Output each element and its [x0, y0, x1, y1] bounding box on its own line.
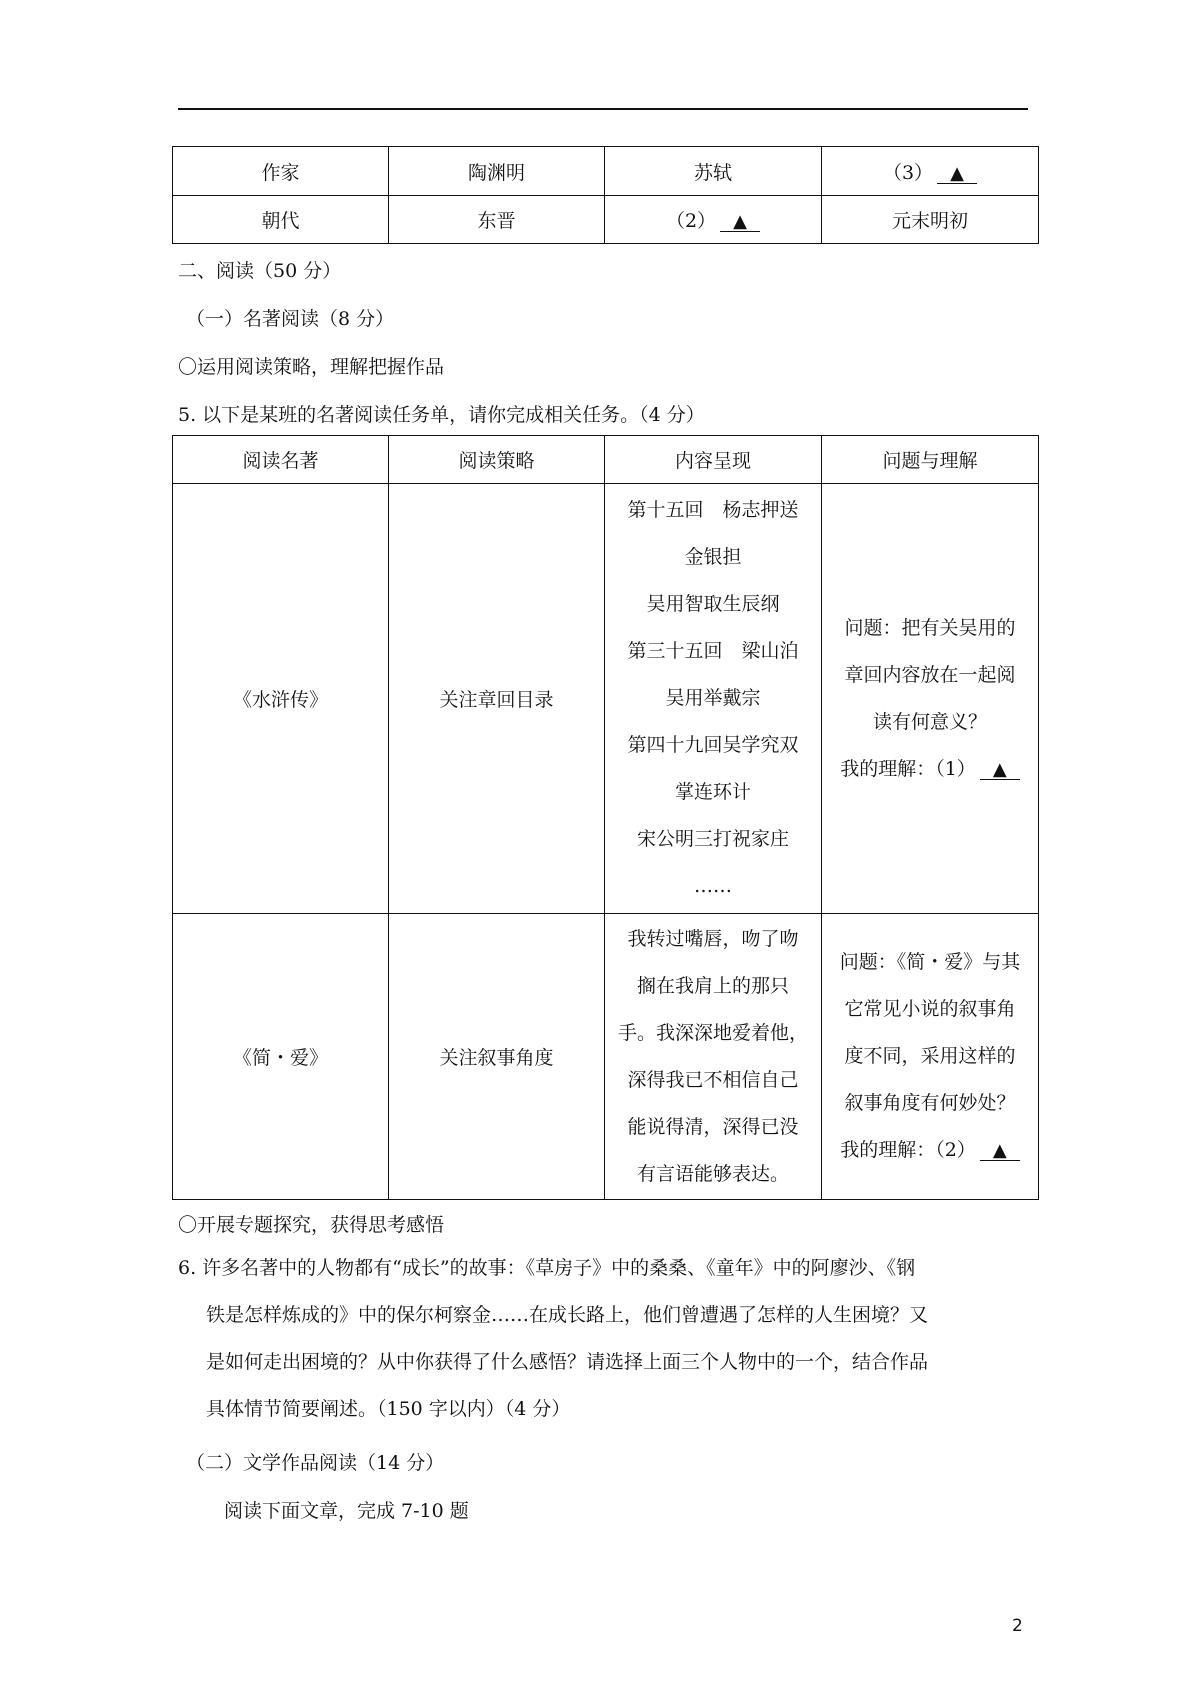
content-line: 吴用智取生辰纲 [646, 593, 780, 615]
header-rule [178, 108, 1028, 110]
table-row [173, 147, 1039, 196]
book-title: 《简・爱》 [173, 914, 389, 1200]
section-title: 二、阅读（50 分） [178, 260, 342, 282]
subsection-title: （一）名著阅读（8 分） [186, 308, 395, 330]
answer-blank[interactable] [720, 212, 760, 232]
table-cell: 陶渊明 [389, 147, 605, 196]
content-line: 金银担 [684, 546, 742, 568]
content-line: 有言语能够表达。 [636, 1162, 789, 1185]
question-line: 叙事角度有何妙处？ [844, 1092, 1016, 1114]
content-line: 宋公明三打祝家庄 [636, 828, 789, 850]
content-line: …… [694, 875, 732, 897]
question-line: 它常见小说的叙事角 [844, 998, 1016, 1020]
content-line: 第十五回 杨志押送 [627, 499, 799, 521]
answer-line [832, 746, 1028, 793]
question-6-line: 具体情节简要阐述。（150 字以内）（4 分） [206, 1398, 571, 1420]
triangle-icon: ▲ [733, 211, 747, 232]
question-6-line: 是如何走出困境的？从中你获得了什么感悟？请选择上面三个人物中的一个，结合作品 [206, 1351, 929, 1373]
column-header: 内容呈现 [605, 436, 822, 484]
reading-task-table [172, 435, 1039, 1200]
content-cell [605, 914, 822, 1200]
author-dynasty-table [172, 146, 1039, 244]
column-header: 阅读策略 [389, 436, 605, 484]
column-header: 阅读名著 [173, 436, 389, 484]
question-line: 章回内容放在一起阅 [844, 663, 1016, 686]
table-cell: 苏轼 [605, 147, 822, 196]
blank-label: （3） [882, 161, 934, 184]
question-cell [822, 484, 1039, 914]
answer-blank[interactable] [980, 1141, 1020, 1161]
table-cell: 元末明初 [822, 196, 1039, 244]
table-header-row [173, 436, 1039, 484]
reading-strategy: 关注叙事角度 [389, 914, 605, 1200]
blank-label: （2） [665, 210, 717, 232]
content-line: 深得我已不相信自己 [627, 1068, 799, 1091]
table-row [173, 484, 1039, 914]
answer-label: 我的理解：（1） [840, 757, 976, 780]
strategy-heading: 〇运用阅读策略，理解把握作品 [178, 356, 445, 378]
column-header: 问题与理解 [822, 436, 1039, 484]
table-cell-blank [605, 196, 822, 244]
answer-blank[interactable] [937, 164, 977, 184]
reading-strategy: 关注章回目录 [389, 484, 605, 914]
content-line: 搁在我肩上的那只 [636, 974, 789, 997]
question-line: 度不同，采用这样的 [844, 1045, 1016, 1067]
content-cell [605, 484, 822, 914]
triangle-icon: ▲ [992, 1140, 1007, 1161]
question-6-line: 铁是怎样炼成的》中的保尔柯察金……在成长路上，他们曾遭遇了怎样的人生困境？又 [206, 1304, 929, 1326]
triangle-icon: ▲ [992, 758, 1007, 780]
answer-blank[interactable] [980, 760, 1020, 780]
question-cell [822, 914, 1039, 1200]
instruction-text: 阅读下面文章，完成 7-10 题 [224, 1500, 469, 1522]
content-line: 能说得清，深得已没 [627, 1115, 799, 1138]
table-cell: 朝代 [173, 196, 389, 244]
question-5: 5. 以下是某班的名著阅读任务单，请你完成相关任务。（4 分） [178, 404, 705, 426]
answer-line [832, 1127, 1028, 1174]
question-line: 读有何意义？ [872, 710, 987, 733]
table-row [173, 196, 1039, 244]
content-line: 我转过嘴唇，吻了吻 [627, 927, 799, 950]
subsection-title: （二）文学作品阅读（14 分） [186, 1452, 445, 1474]
question-6 [178, 1245, 1028, 1433]
table-row [173, 914, 1039, 1200]
triangle-icon: ▲ [950, 162, 964, 184]
table-cell-blank [822, 147, 1039, 196]
table-cell: 东晋 [389, 196, 605, 244]
question-6-line: 6. 许多名著中的人物都有“成长”的故事：《草房子》中的桑桑、《童年》中的阿廖沙、《钢 [178, 1257, 916, 1279]
book-title: 《水浒传》 [173, 484, 389, 914]
table-cell: 作家 [173, 147, 389, 196]
content-line: 吴用举戴宗 [665, 687, 761, 709]
page-number: 2 [1012, 1616, 1023, 1636]
question-line: 问题：《简・爱》与其 [839, 951, 1021, 973]
content-line: 掌连环计 [674, 781, 751, 803]
content-line: 第四十九回吴学究双 [627, 734, 799, 756]
question-line: 问题：把有关吴用的 [844, 616, 1016, 639]
answer-label: 我的理解：（2） [840, 1139, 976, 1161]
content-line: 手。我深深地爱着他， [617, 1021, 808, 1044]
content-line: 第三十五回 梁山泊 [627, 640, 799, 662]
strategy-heading: 〇开展专题探究，获得思考感悟 [178, 1214, 445, 1236]
